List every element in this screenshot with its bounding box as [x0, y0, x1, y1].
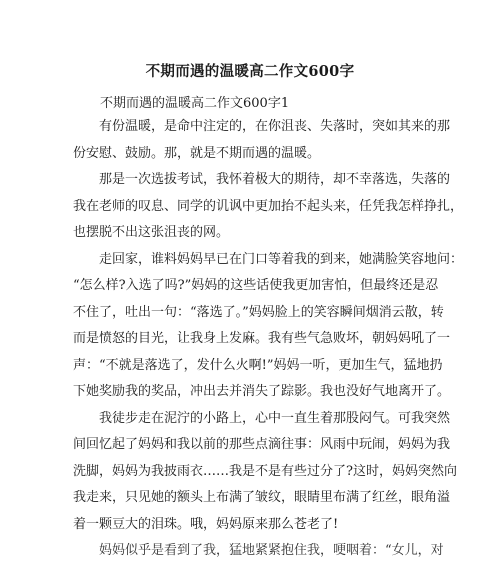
- text-line: 下她奖励我的奖品，冲出去并消失了踪影。我也没好气地离开了。: [73, 384, 451, 399]
- text-line: 份安慰、鼓励。那，就是不期而遇的温暖。: [73, 145, 321, 161]
- text-line: 不住了，吐出一句：“落选了。”妈妈脸上的笑容瞬间烟消云散，转: [73, 304, 444, 320]
- text-line: 妈妈似乎是看到了我，猛地紧紧抱住我，哽咽着：“女儿，对: [99, 543, 444, 558]
- text-line: “怎么样?入选了吗?”妈妈的这些话使我更加害怕，但最终还是忍: [73, 278, 439, 293]
- text-line: 声：“不就是落选了，发什么火啊!”妈妈一听，更加生气，猛地扔: [73, 357, 443, 373]
- text-line: 走回家，谁料妈妈早已在门口等着我的到来，她满脸笑容地问：: [99, 251, 464, 267]
- text-line: 我徒步走在泥泞的小路上，心中一直生着那股闷气。可我突然: [99, 410, 451, 426]
- text-line: 我走来，只见她的额头上布满了皱纹，眼睛里布满了红丝，眼角溢: [73, 490, 451, 505]
- document-subtitle: 不期而遇的温暖高二作文600字1: [100, 96, 290, 111]
- paragraph: [73, 247, 464, 406]
- paragraph: [73, 114, 451, 167]
- paragraph: [73, 167, 464, 247]
- text-line: 而是愤怒的目光，让我身上发麻。我有些气急败坏，朝妈妈吼了一: [73, 331, 451, 346]
- text-line: 也摆脱不出这张沮丧的网。: [73, 225, 230, 240]
- text-line: 着一颗豆大的泪珠。哦，妈妈原来那么苍老了!: [73, 516, 339, 532]
- text-line: 有份温暖，是命中注定的，在你沮丧、失落时，突如其来的那: [99, 119, 451, 134]
- text-line: 洗脚，妈妈为我披雨衣……我是不是有些过分了?这时，妈妈突然向: [73, 463, 457, 479]
- paragraph: [73, 538, 444, 565]
- paragraph: [73, 406, 457, 539]
- document-body: [73, 114, 464, 565]
- document-title: 不期而遇的温暖高二作文600字: [145, 63, 355, 80]
- text-line: 我在老师的叹息、同学的讥讽中更加抬不起头来，任凭我怎样挣扎，: [73, 198, 464, 214]
- text-line: 间回忆起了妈妈和我以前的那些点滴往事：风雨中玩闹，妈妈为我: [73, 437, 451, 452]
- text-line: 那是一次选拔考试，我怀着极大的期待，却不幸落选，失落的: [99, 172, 451, 187]
